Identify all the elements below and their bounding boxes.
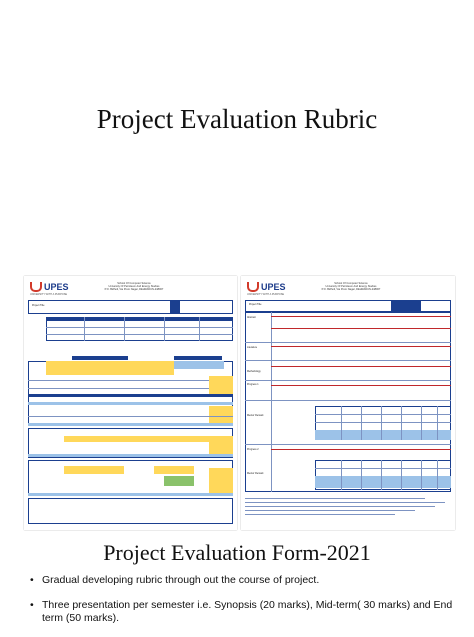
rule-line [271,366,451,367]
upes-logo [30,282,69,292]
marks-yellow [209,406,233,424]
bullet-item [30,574,460,587]
row-line [245,380,451,381]
col-line [84,317,85,341]
bullet-text: Three presentation per semester i.e. Synopsis (20 marks), Mid-term( 30 marks) and End term (50 marks). [42,599,453,624]
student-table [46,317,233,341]
title-grid [28,300,233,314]
endterm-rubric [28,460,233,496]
col-line [401,406,402,440]
row-line [245,444,451,445]
header-line: School Of Computer Science [334,282,368,285]
row-line [245,400,451,401]
mentor-remark-label-2: Mentor Remark [247,472,264,475]
marks-blue-row [315,476,451,488]
marks-yellow [209,436,233,456]
bullet-icon: • [30,574,34,586]
marks-yellow [209,376,233,394]
bullet-item [30,599,460,625]
rule-line [271,346,451,347]
midterm-header [28,402,233,405]
section-row-blue [28,423,233,426]
col-line [341,406,342,440]
evaluation-form-left [24,276,237,530]
row-line [245,360,451,361]
methodology-label: Methodology [247,370,261,373]
header-line: University Of Petroleum And Energy Studies [108,285,160,289]
footnote-line [245,498,425,499]
row-line [28,388,233,389]
abstract-label: Abstract [247,316,256,319]
logo-tagline: UNIVERSITY WITH A PURPOSE [30,293,68,296]
endterm-yellow [64,466,124,474]
header-line: University Of Petroleum And Energy Studies [325,285,377,289]
col-line [361,406,362,440]
project-mentor-bar [72,356,128,360]
row-line [315,414,451,415]
row-line [245,342,451,343]
rule-line [271,316,451,317]
mentor-name-cell [391,300,421,312]
header-line: P.O. Bidholi, Via Prem Nagar, DEHRADUN-248007 [104,288,164,292]
row-line [46,327,233,328]
evaluation-form-right [241,276,455,530]
col-line [361,460,362,490]
synopsis-blue-block [174,361,224,369]
synopsis-yellow-block [46,361,174,375]
progress-2-label: Progress 2 [247,448,259,451]
section-row-blue [28,493,233,496]
mentor-remark-label: Mentor Remark [247,414,264,417]
row-line [28,416,233,417]
midterm-rubric [28,396,233,426]
project-title-label: Project Title [249,303,262,306]
mentor-name-cell [170,300,180,314]
guide-head-bar [174,356,222,360]
label-col-line [271,312,272,492]
header-line: P.O. Bidholi, Via Prem Nagar, DEHRADUN-248007 [321,288,381,292]
upes-logo-icon [247,282,259,292]
row-line [28,380,233,381]
col-line [437,460,438,490]
footnote-line [245,514,395,515]
col-line [381,406,382,440]
col-line [421,406,422,440]
upes-logo-icon [30,282,42,292]
rubric-three-yellow [64,436,209,442]
footnote-line [245,502,445,503]
upes-logo [247,282,286,292]
form-title: Project Evaluation Form-2021 [103,540,371,565]
bullet-list [30,574,460,637]
rule-line [271,449,451,450]
col-line [421,460,422,490]
logo-text: UPES [261,282,286,292]
comments-box [28,498,233,524]
form-header [311,282,391,292]
col-line [341,460,342,490]
col-line [164,317,165,341]
row-line [46,334,233,335]
header-line: School Of Computer Science [117,282,151,285]
endterm-yellow-2 [154,466,194,474]
row-line [315,468,451,469]
col-line [381,460,382,490]
section-row-blue [28,454,233,457]
footnote-line [245,510,415,511]
marks-blue-row [315,430,451,440]
col-line [124,317,125,341]
rule-line [271,328,451,329]
literature-label: Literature [247,346,258,349]
rule-line [271,385,451,386]
footnote-line [245,506,435,507]
row-line [315,422,451,423]
marks-yellow [209,468,233,494]
logo-text: UPES [44,282,69,292]
col-line [401,460,402,490]
project-title-label: Project Title [32,304,45,307]
progress-1-label: Progress 1 [247,383,259,386]
slide-title: Project Evaluation Rubric [96,104,378,134]
form-header [94,282,174,292]
bullet-text: Gradual developing rubric through out the course of project. [42,574,320,586]
endterm-green [164,476,194,486]
col-line [437,406,438,440]
bullet-icon: • [30,599,34,611]
logo-tagline: UNIVERSITY WITH A PURPOSE [247,293,285,296]
col-line [199,317,200,341]
